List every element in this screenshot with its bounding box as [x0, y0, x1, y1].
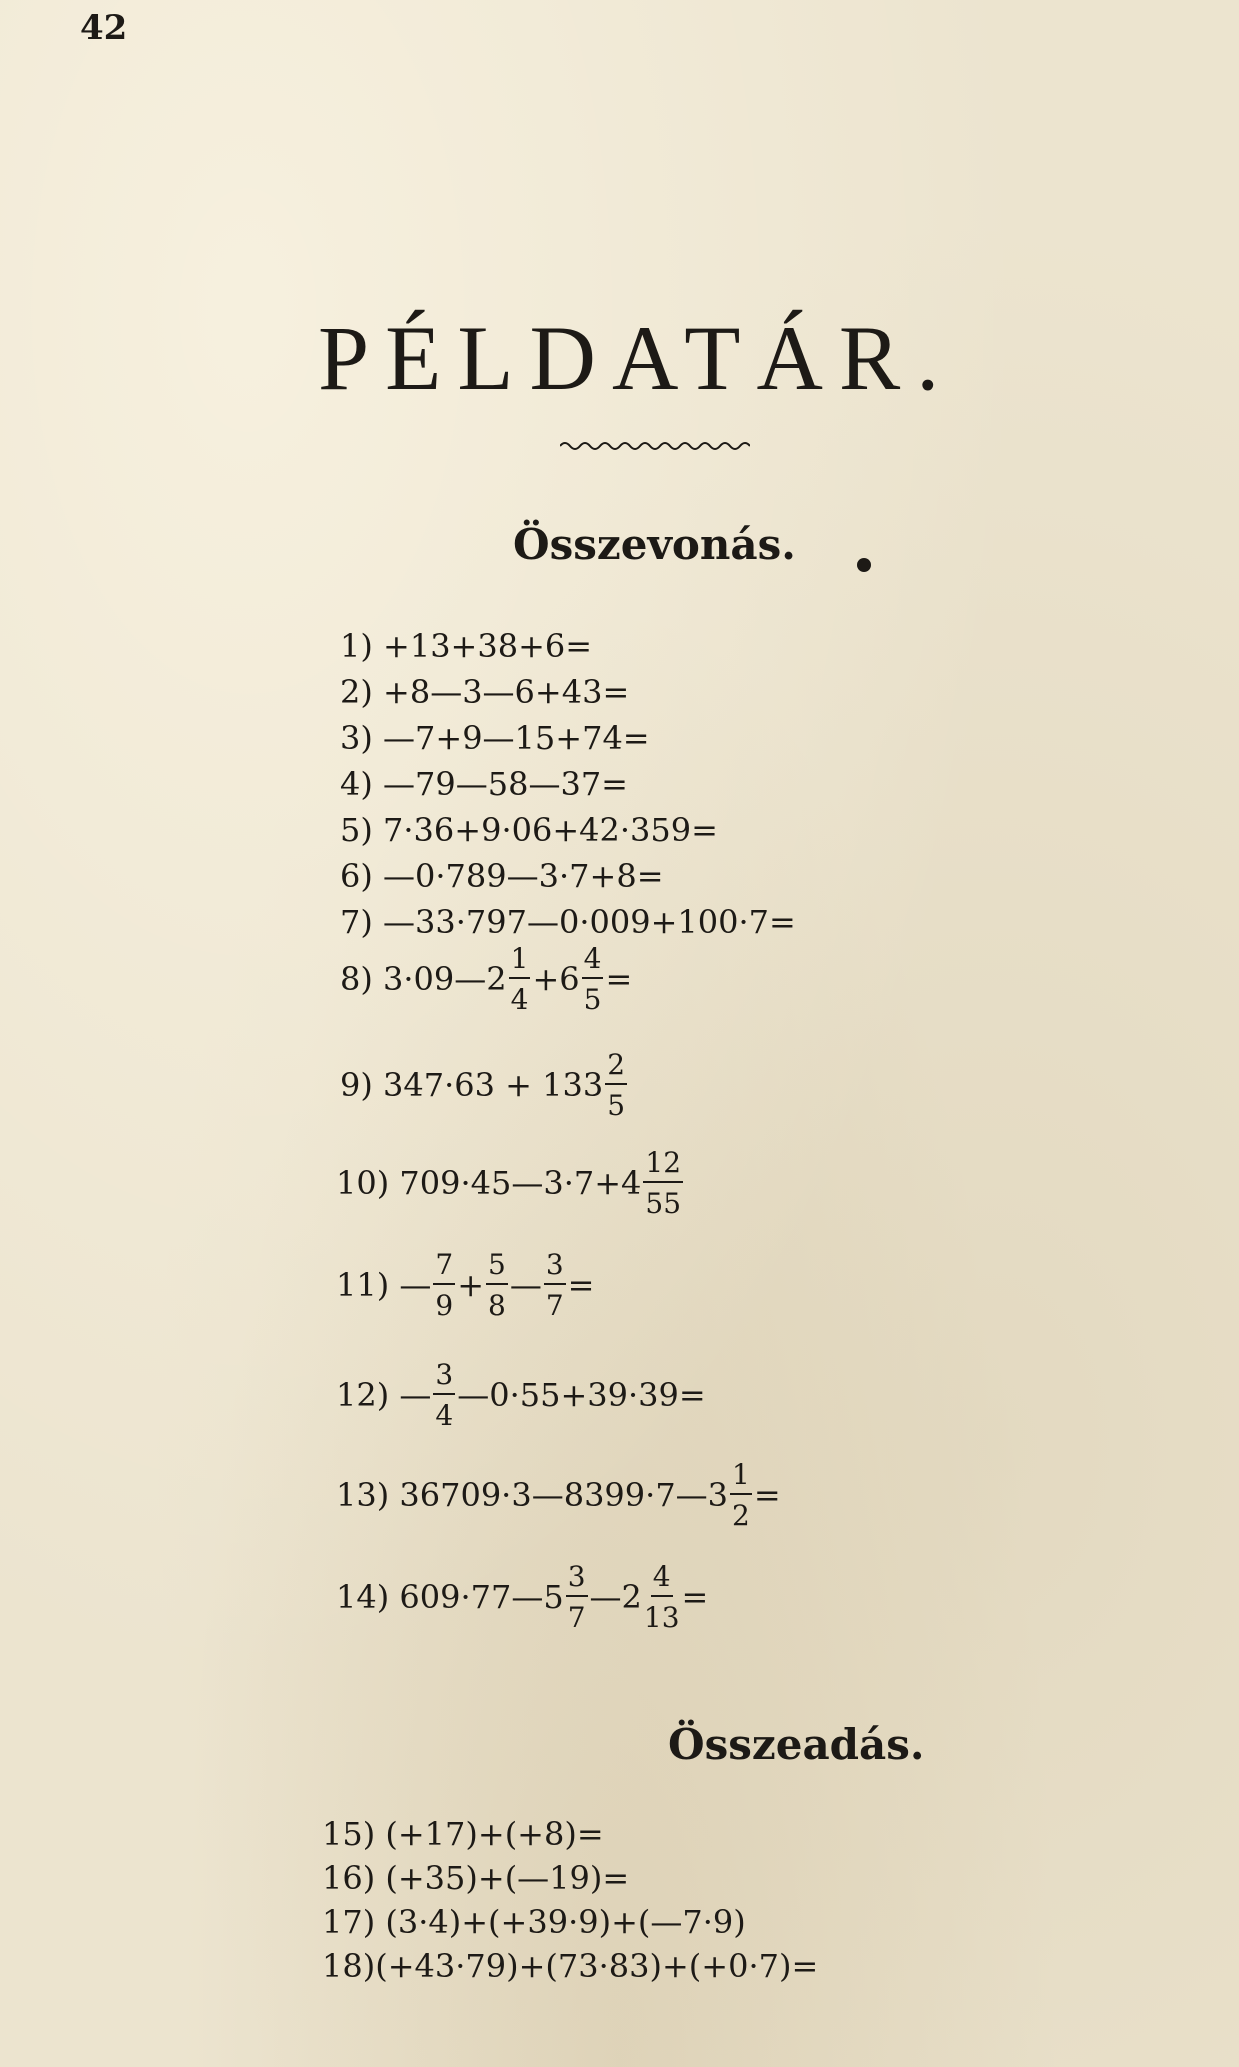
- denominator: 13: [643, 1601, 680, 1635]
- expression-part: 3·09—2: [383, 960, 507, 999]
- exercise-6: 6) —0·789—3·7+8=: [340, 857, 664, 895]
- exercise-1: 1) +13+38+6=: [340, 627, 593, 665]
- section-heading-osszevonas: Összevonás.: [513, 520, 796, 569]
- exercise-2: 2) +8—3—6+43=: [340, 673, 630, 711]
- exercise-5: 5) 7·36+9·06+42·359=: [340, 811, 718, 849]
- expression-part: —: [509, 1266, 542, 1305]
- expression-part: +: [457, 1266, 485, 1305]
- fraction: [643, 1148, 683, 1219]
- denominator: 2: [732, 1499, 750, 1533]
- fraction: [605, 1050, 627, 1121]
- page-title: PÉLDATÁR.: [318, 307, 956, 409]
- exercise-3: 3) —7+9—15+74=: [340, 719, 650, 757]
- fraction: [566, 1562, 588, 1633]
- expression-part: —0·55+39·39=: [457, 1376, 706, 1415]
- exercise-number: 12): [336, 1376, 390, 1415]
- numerator: 3: [544, 1250, 566, 1285]
- expression-part: —: [399, 1266, 432, 1305]
- expression-part: —: [399, 1376, 432, 1415]
- exercise-number: 13): [336, 1476, 390, 1515]
- exercise-13: [336, 1460, 781, 1531]
- numerator: 1: [730, 1460, 752, 1495]
- denominator: 9: [435, 1289, 454, 1323]
- expression-part: 609·77—5: [399, 1578, 564, 1617]
- denominator: 5: [583, 983, 602, 1017]
- denominator: 8: [488, 1289, 506, 1323]
- fraction: [730, 1460, 752, 1531]
- expression-part: =: [567, 1266, 595, 1305]
- exercise-11: [336, 1250, 594, 1321]
- exercise-number: 8): [340, 960, 373, 999]
- exercise-18: 18)(+43·79)+(73·83)+(+0·7)=: [322, 1947, 819, 1985]
- exercise-7: 7) —33·797—0·009+100·7=: [340, 903, 796, 941]
- expression-part: —2: [589, 1578, 642, 1617]
- expression-part: +6: [532, 960, 580, 999]
- numerator: 5: [486, 1250, 508, 1285]
- exercise-9: [340, 1050, 629, 1121]
- fraction: [544, 1250, 566, 1321]
- fraction: [582, 944, 604, 1015]
- numerator: 3: [433, 1360, 455, 1395]
- exercise-number: 14): [336, 1578, 390, 1617]
- exercise-8: [340, 944, 632, 1015]
- section-heading-osszeadas: Összeadás.: [668, 1720, 925, 1769]
- exercise-number: 9): [340, 1066, 373, 1105]
- ink-dot: [857, 558, 871, 572]
- fraction: [509, 944, 531, 1015]
- exercise-12: [336, 1360, 706, 1431]
- denominator: 7: [545, 1289, 564, 1323]
- numerator: 3: [566, 1562, 588, 1597]
- exercise-4: 4) —79—58—37=: [340, 765, 628, 803]
- ornament-squiggle: [560, 438, 750, 454]
- denominator: 4: [510, 983, 529, 1017]
- numerator: 1: [509, 944, 531, 979]
- fraction: [433, 1250, 455, 1321]
- expression-part: =: [753, 1476, 781, 1515]
- numerator: 12: [643, 1148, 683, 1183]
- numerator: 4: [651, 1562, 673, 1597]
- denominator: 55: [645, 1187, 682, 1221]
- numerator: 4: [582, 944, 604, 979]
- exercise-number: 10): [336, 1164, 390, 1203]
- numerator: 2: [605, 1050, 627, 1085]
- exercise-number: 11): [336, 1266, 390, 1305]
- exercise-16: 16) (+35)+(—19)=: [322, 1859, 630, 1897]
- numerator: 7: [433, 1250, 455, 1285]
- exercise-17: 17) (3·4)+(+39·9)+(—7·9): [322, 1903, 746, 1941]
- expression-part: 709·45—3·7+4: [399, 1164, 642, 1203]
- page-number: 42: [80, 8, 128, 48]
- fraction: [486, 1250, 508, 1321]
- expression-part: =: [605, 960, 633, 999]
- exercise-10: [336, 1148, 685, 1219]
- denominator: 7: [567, 1601, 586, 1635]
- exercise-14: [336, 1562, 708, 1633]
- expression-part: 36709·3—8399·7—3: [399, 1476, 729, 1515]
- expression-part: =: [681, 1578, 709, 1617]
- fraction: [644, 1562, 680, 1633]
- denominator: 5: [607, 1089, 626, 1123]
- denominator: 4: [435, 1399, 454, 1433]
- fraction: [433, 1360, 455, 1431]
- expression-part: 347·63 + 133: [383, 1066, 604, 1105]
- exercise-15: 15) (+17)+(+8)=: [322, 1815, 604, 1853]
